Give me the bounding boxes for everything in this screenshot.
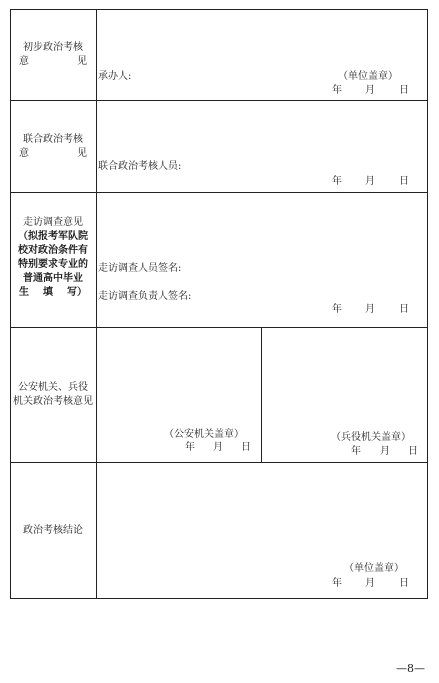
- joint-review-label: [10, 133, 96, 161]
- label-line: 机关政治考核意见: [13, 396, 93, 407]
- date-month: 月: [380, 446, 390, 457]
- review-conclusion-label: [10, 524, 96, 538]
- label-line: 初步政治考核: [23, 42, 83, 53]
- date-year: 年: [332, 85, 342, 96]
- handler-label: 承办人:: [98, 71, 132, 82]
- police-military-divider: [261, 327, 262, 462]
- label-note-line: 校对政治条件有: [18, 245, 88, 256]
- label-note-line: （拟报考军队院: [18, 231, 88, 242]
- police-military-review-label: [10, 381, 96, 409]
- label-char: 意: [19, 148, 29, 159]
- political-review-form: [10, 9, 428, 599]
- date-month: 月: [365, 304, 375, 315]
- label-note-line-justified: [10, 286, 96, 300]
- row-divider: [10, 100, 428, 101]
- page-number: —8—: [396, 662, 425, 675]
- date-day: 日: [241, 442, 251, 453]
- date-month: 月: [365, 176, 375, 187]
- label-line: 走访调查意见: [23, 217, 83, 228]
- label-line: 联合政治考核: [23, 134, 83, 145]
- row-divider: [10, 462, 428, 463]
- label-char: 意: [19, 56, 29, 67]
- label-line: 公安机关、兵役: [18, 382, 88, 393]
- date-month: 月: [213, 442, 223, 453]
- label-char: 填: [43, 287, 53, 298]
- date-month: 月: [365, 85, 375, 96]
- table-border-bottom: [10, 598, 428, 599]
- label-column-divider: [96, 9, 97, 599]
- military-seal-text: （兵役机关盖章）: [331, 432, 411, 443]
- label-char: 见: [77, 56, 87, 67]
- date-day: 日: [399, 578, 409, 589]
- date-year: 年: [185, 442, 195, 453]
- date-day: 日: [399, 176, 409, 187]
- row-divider: [10, 192, 428, 193]
- date-year: 年: [351, 446, 361, 457]
- date-year: 年: [332, 176, 342, 187]
- survey-leader-signature-label: 走访调查负责人签名:: [98, 291, 192, 302]
- surveyor-signature-label: 走访调查人员签名:: [98, 263, 182, 274]
- label-note-line: 特别要求专业的: [18, 259, 88, 270]
- label-char: 生: [19, 287, 29, 298]
- unit-seal-text: （单位盖章）: [344, 563, 404, 574]
- date-year: 年: [332, 578, 342, 589]
- row-divider: [10, 327, 428, 328]
- label-char: 见: [77, 148, 87, 159]
- date-day: 日: [408, 446, 418, 457]
- label-char: 写）: [67, 287, 87, 298]
- visit-survey-label: [10, 216, 96, 300]
- police-seal-text: （公安机关盖章）: [164, 429, 244, 440]
- joint-personnel-label: 联合政治考核人员:: [98, 161, 182, 172]
- date-month: 月: [365, 578, 375, 589]
- table-border-right: [427, 9, 428, 599]
- table-border-left: [10, 9, 11, 599]
- label-line: 政治考核结论: [23, 525, 83, 536]
- label-note-line: 普通高中毕业: [23, 273, 83, 284]
- date-day: 日: [399, 85, 409, 96]
- label-line-justified: [10, 147, 96, 161]
- unit-seal-text: （单位盖章）: [338, 71, 398, 82]
- date-day: 日: [399, 304, 409, 315]
- preliminary-review-label: [10, 41, 96, 69]
- date-year: 年: [332, 304, 342, 315]
- table-border-top: [10, 9, 428, 10]
- label-line-justified: [10, 55, 96, 69]
